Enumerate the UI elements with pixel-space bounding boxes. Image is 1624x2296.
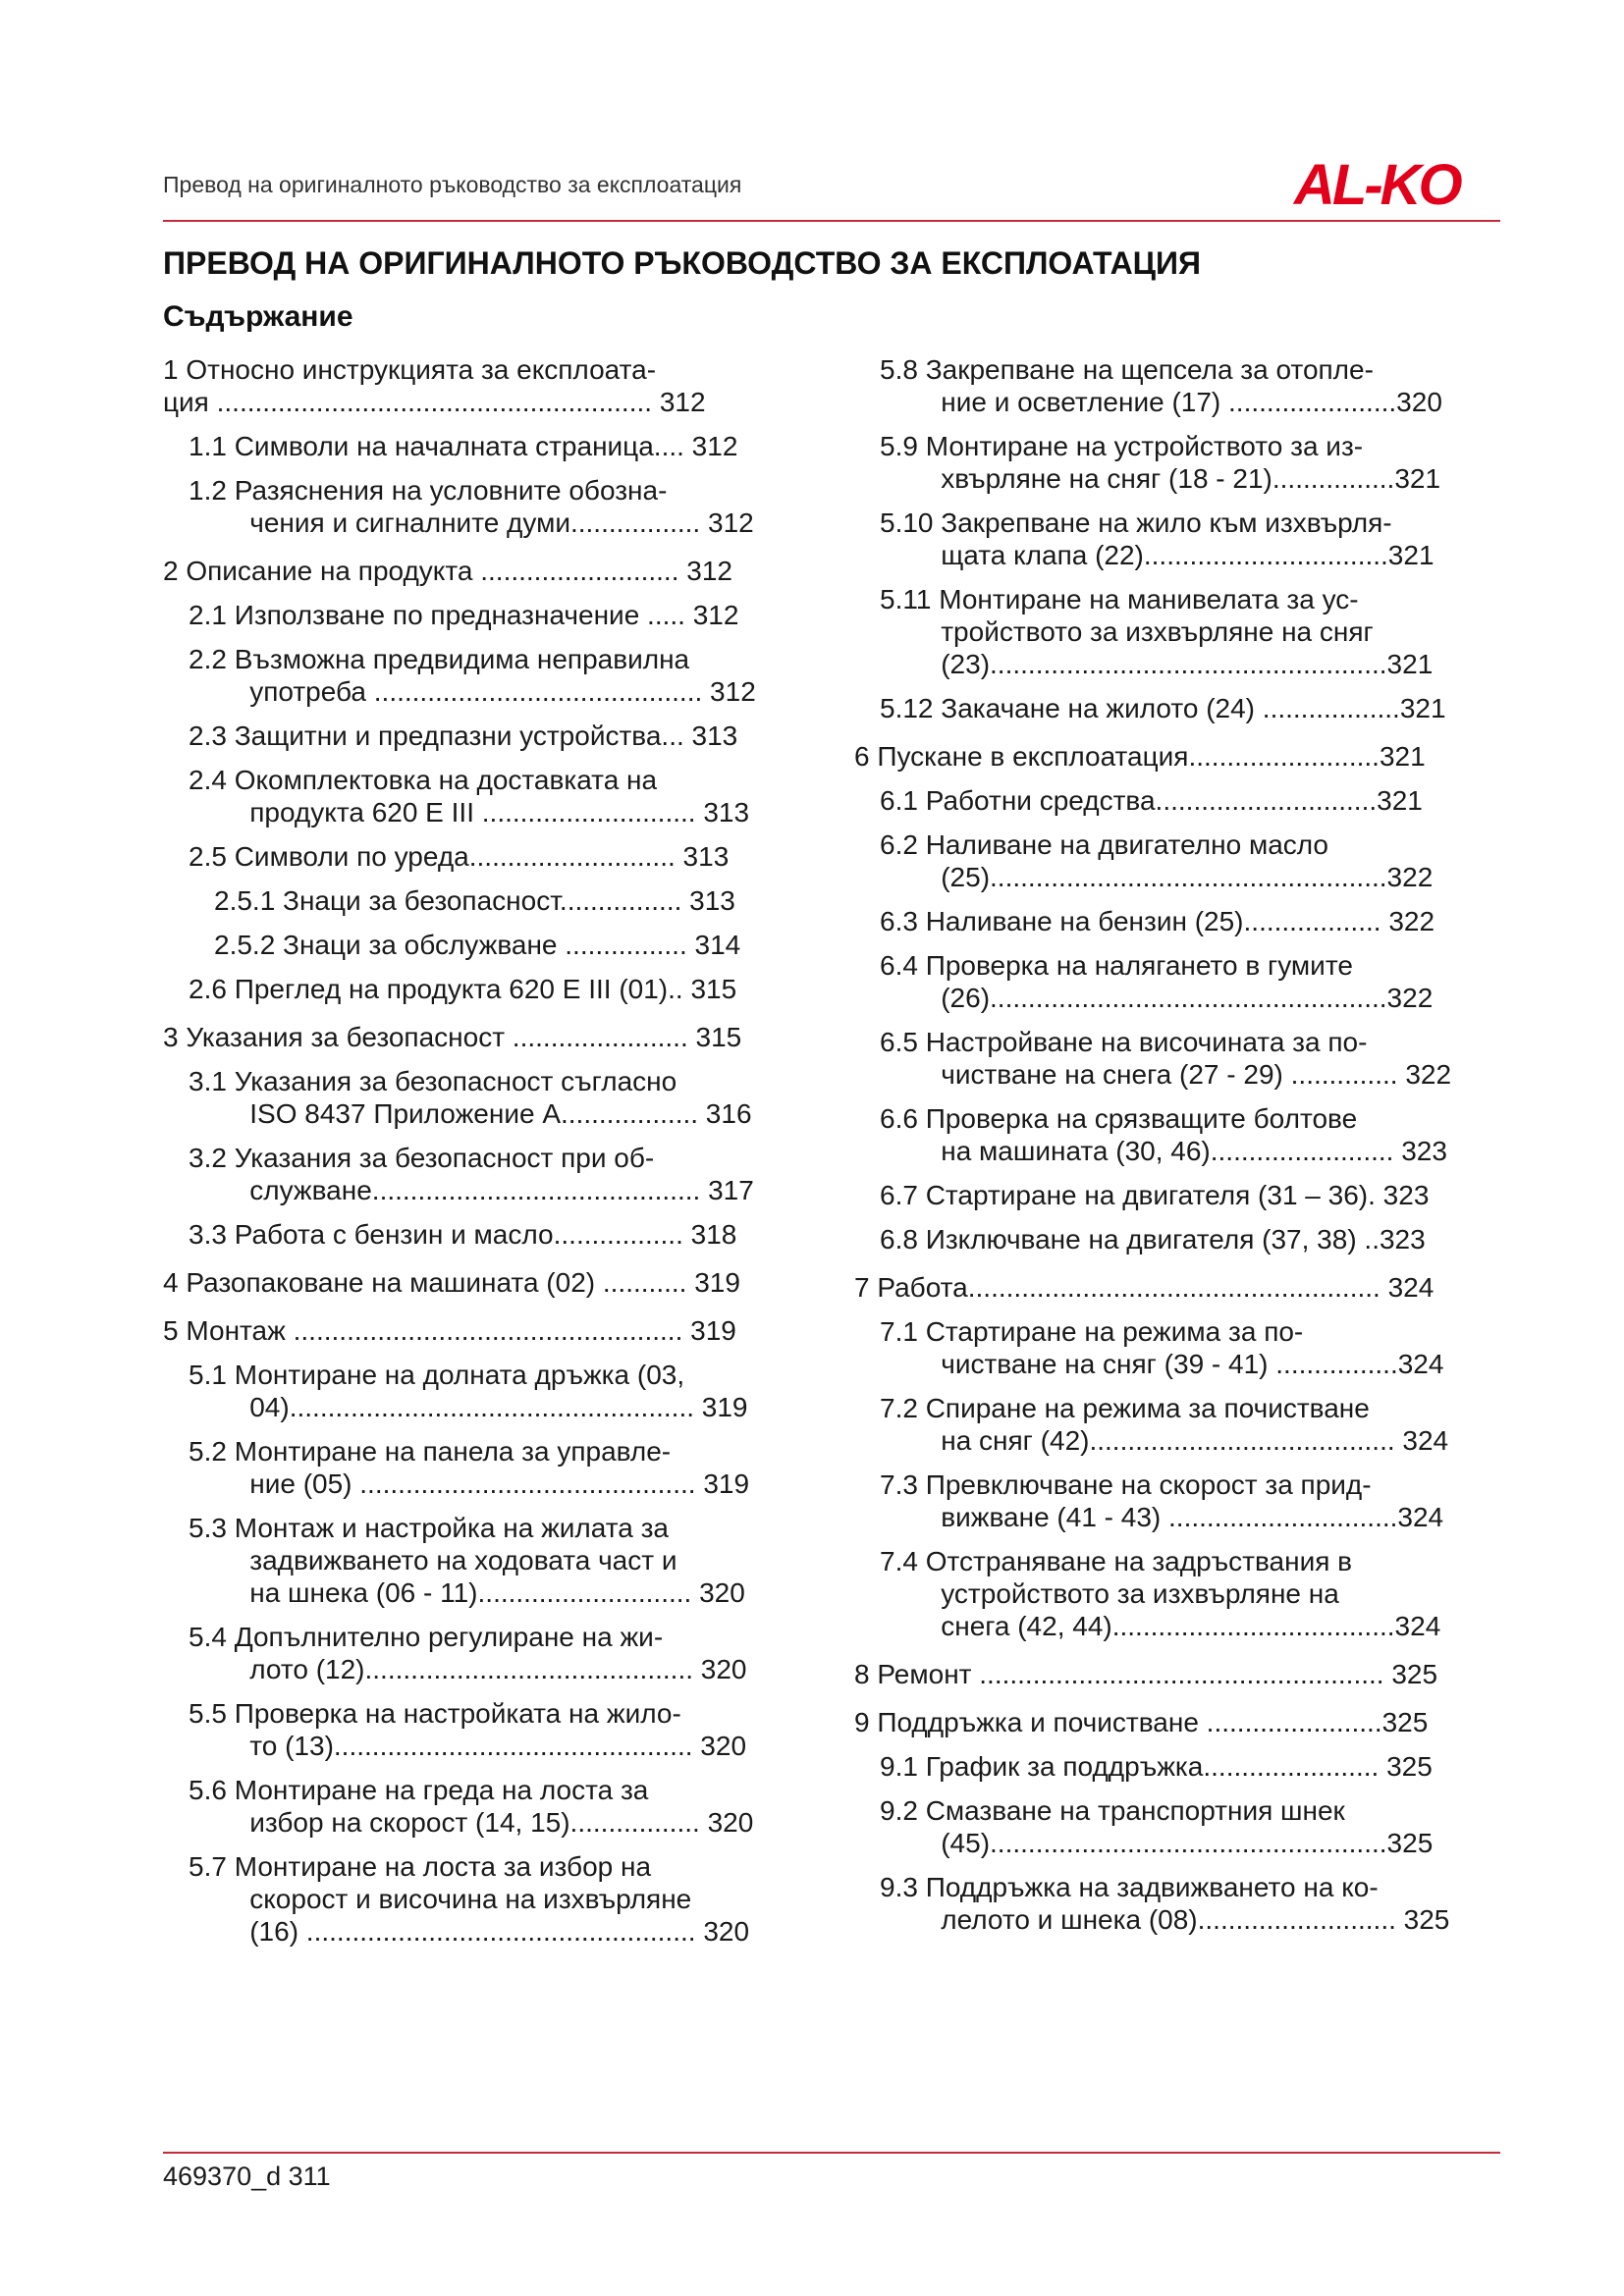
toc-entry[interactable] — [854, 1271, 1502, 1304]
footer-divider — [163, 2152, 1500, 2154]
toc-entry[interactable] — [854, 1706, 1502, 1738]
toc-entry-text: 1.1 Символи на началната страница.... 312 — [189, 431, 738, 461]
toc-column-left — [163, 353, 811, 1948]
toc-entry[interactable] — [163, 353, 811, 418]
toc-entry-text: 9.2 Смазване на транспортния шнек (45)....................................................325 — [880, 1795, 1434, 1858]
toc-entry[interactable] — [854, 1871, 1502, 1936]
toc-entry[interactable] — [163, 884, 811, 917]
toc-entry-text: 7 Работа...................................................... 324 — [854, 1272, 1435, 1303]
toc-heading: Съдържание — [163, 300, 353, 333]
toc-entry-text: 6.1 Работни средства.............................321 — [880, 785, 1423, 816]
toc-entry-text: 6.3 Наливане на бензин (25).................. 322 — [880, 906, 1435, 936]
toc-entry-text: 6.8 Изключване на двигателя (37, 38) ..323 — [880, 1224, 1426, 1255]
running-header: Превод на оригиналното ръководство за експлоатация — [163, 172, 742, 197]
toc-entry[interactable] — [854, 1179, 1502, 1211]
toc-entry[interactable] — [854, 828, 1502, 893]
toc-entry-text: 5.2 Монтиране на панела за управле- ние (05) ............................................ 319 — [189, 1436, 750, 1499]
toc-entry-text: 8 Ремонт ..................................................... 325 — [854, 1659, 1438, 1689]
toc-entry[interactable] — [163, 1314, 811, 1347]
toc-entry[interactable] — [854, 430, 1502, 495]
toc-entry-text: 9.3 Поддръжка на задвижването на ко- лелото и шнека (08).......................... 325 — [880, 1872, 1450, 1935]
toc-entry[interactable] — [163, 1065, 811, 1130]
toc-entry-text: 2.4 Окомплектовка на доставката на продукта 620 E III ............................ 313 — [189, 765, 750, 828]
toc-entry-text: 6 Пускане в експлоатация.........................321 — [854, 741, 1426, 772]
toc-entry-text: 2.5.1 Знаци за безопасност................ 313 — [214, 885, 735, 916]
toc-entry[interactable] — [854, 692, 1502, 724]
toc-entry-text: 1 Относно инструкцията за експлоата- ция ......................................................... 312 — [163, 354, 706, 417]
toc-entry[interactable] — [854, 1102, 1502, 1167]
toc-entry-text: 2.1 Използване по предназначение ..... 312 — [189, 600, 739, 630]
toc-entry[interactable] — [854, 1026, 1502, 1091]
toc-entry-text: 6.4 Проверка на налягането в гумите (26)....................................................322 — [880, 950, 1434, 1013]
toc-entry-text: 7.2 Спиране на режима за почистване на сняг (42)........................................ 324 — [880, 1393, 1449, 1456]
toc-entry-text: 2 Описание на продукта .......................... 312 — [163, 556, 732, 586]
toc-entry-text: 7.3 Превключване на скорост за прид- вижване (41 - 43) ..............................324 — [880, 1469, 1444, 1532]
toc-entry[interactable] — [163, 1142, 811, 1206]
toc-entry-text: 5.4 Допълнително регулиране на жи- лото (12)........................................... 320 — [189, 1622, 747, 1684]
toc-entry-text: 5.12 Закачане на жилото (24) ..................321 — [880, 693, 1446, 723]
toc-entry-text: 5.3 Монтаж и настройка на жилата за задвижването на ходовата част и на шнека (06 - 11)............................ 320 — [189, 1513, 745, 1608]
toc-entry-text: 3.2 Указания за безопасност при об- служване........................................... 317 — [189, 1143, 754, 1205]
toc-entry[interactable] — [163, 1850, 811, 1948]
toc-entry-text: 5.7 Монтиране на лоста за избор на скорост и височина на изхвърляне (16) ................................................... 320 — [189, 1851, 750, 1947]
toc-entry[interactable] — [163, 1266, 811, 1299]
toc-entry-text: 5.9 Монтиране на устройството за из- хвърляне на сняг (18 - 21)................321 — [880, 431, 1441, 494]
toc-entry-text: 2.5.2 Знаци за обслужване ................ 314 — [214, 930, 741, 960]
toc-entry-text: 6.5 Настройване на височината за по- чистване на снега (27 - 29) .............. 322 — [880, 1027, 1452, 1090]
toc-entry[interactable] — [163, 1512, 811, 1609]
toc-entry-text: 6.2 Наливане на двигателно масло (25)....................................................322 — [880, 829, 1434, 892]
toc-entry-text: 5.10 Закрепване на жило към изхвърля- щата клапа (22)................................321 — [880, 507, 1435, 570]
toc-entry-text: 7.4 Отстраняване на задръствания в устройството за изхвърляне на снега (42, 44).....................................324 — [880, 1546, 1441, 1641]
toc-entry[interactable] — [163, 929, 811, 961]
toc-entry[interactable] — [163, 1218, 811, 1251]
toc-entry-text: 5.11 Монтиране на манивелата за ус- тройството за изхвърляне на сняг (23)....................................................321 — [880, 584, 1434, 679]
document-title: ПРЕВОД НА ОРИГИНАЛНОТО РЪКОВОДСТВО ЗА ЕКСПЛОАТАЦИЯ — [163, 245, 1202, 281]
toc-entry[interactable] — [854, 1794, 1502, 1859]
toc-entry[interactable] — [163, 973, 811, 1005]
header-divider — [163, 220, 1500, 222]
toc-entry[interactable] — [854, 1315, 1502, 1380]
toc-entry-text: 5.5 Проверка на настройката на жило- то (13)............................................... 320 — [189, 1698, 747, 1761]
toc-entry-text: 3.1 Указания за безопасност съгласно ISO 8437 Приложение А.................. 316 — [189, 1066, 752, 1129]
toc-entry[interactable] — [854, 1223, 1502, 1255]
toc-entry[interactable] — [163, 1021, 811, 1053]
toc-entry-text: 2.5 Символи по уреда........................... 313 — [189, 841, 730, 872]
toc-entry-text: 2.3 Защитни и предпазни устройства... 313 — [189, 721, 738, 751]
toc-entry[interactable] — [854, 353, 1502, 418]
toc-entry-text: 4 Разопаковане на машината (02) ........... 319 — [163, 1267, 740, 1298]
toc-entry-text: 5 Монтаж ................................................... 319 — [163, 1315, 736, 1346]
toc-entry[interactable] — [163, 840, 811, 873]
toc-column-right — [854, 353, 1502, 1936]
toc-entry[interactable] — [163, 720, 811, 752]
toc-entry-text: 6.7 Стартиране на двигателя (31 – 36). 323 — [880, 1180, 1430, 1210]
toc-entry[interactable] — [163, 1435, 811, 1500]
toc-entry[interactable] — [163, 1697, 811, 1762]
toc-entry[interactable] — [163, 555, 811, 587]
toc-entry-text: 7.1 Стартиране на режима за по- чистване на сняг (39 - 41) ................324 — [880, 1316, 1444, 1379]
toc-entry-text: 5.8 Закрепване на щепсела за отопле- ние и осветление (17) ......................320 — [880, 354, 1442, 417]
toc-entry-text: 1.2 Разяснения на условните обозна- чения и сигналните думи................. 312 — [189, 475, 754, 538]
toc-entry-text: 3.3 Работа с бензин и масло................. 318 — [189, 1219, 737, 1250]
toc-entry[interactable] — [854, 1468, 1502, 1533]
toc-entry[interactable] — [163, 643, 811, 708]
toc-entry-text: 2.6 Преглед на продукта 620 E III (01).. 315 — [189, 974, 737, 1004]
toc-entry[interactable] — [854, 784, 1502, 817]
toc-entry[interactable] — [163, 764, 811, 828]
toc-entry[interactable] — [854, 507, 1502, 571]
toc-entry-text: 5.1 Монтиране на долната дръжка (03, 04)..................................................... 319 — [189, 1360, 748, 1422]
toc-entry[interactable] — [163, 1774, 811, 1839]
toc-entry-text: 3 Указания за безопасност ....................... 315 — [163, 1022, 742, 1052]
toc-entry[interactable] — [163, 1359, 811, 1423]
footer-page-number: 469370_d 311 — [163, 2162, 331, 2191]
toc-entry-text: 5.6 Монтиране на греда на лоста за избор на скорост (14, 15)................. 320 — [189, 1775, 754, 1838]
toc-entry[interactable] — [163, 1621, 811, 1685]
toc-entry[interactable] — [854, 1545, 1502, 1642]
toc-entry[interactable] — [854, 583, 1502, 680]
toc-entry[interactable] — [854, 1750, 1502, 1783]
toc-entry-text: 9 Поддръжка и почистване .......................325 — [854, 1707, 1429, 1737]
toc-entry[interactable] — [854, 740, 1502, 773]
toc-entry-text: 6.6 Проверка на срязващите болтове на машината (30, 46)........................ 323 — [880, 1103, 1447, 1166]
toc-entry-text: 2.2 Възможна предвидима неправилна употреба ........................................... 312 — [189, 644, 756, 707]
toc-entry[interactable] — [854, 905, 1502, 937]
toc-entry[interactable] — [854, 949, 1502, 1014]
brand-logo: AL-KO — [1294, 153, 1460, 217]
toc-entry-text: 9.1 График за поддръжка....................... 325 — [880, 1751, 1433, 1782]
toc-entry[interactable] — [854, 1392, 1502, 1457]
toc-entry[interactable] — [163, 430, 811, 462]
toc-entry[interactable] — [163, 474, 811, 539]
toc-entry[interactable] — [163, 599, 811, 631]
toc-entry[interactable] — [854, 1658, 1502, 1690]
